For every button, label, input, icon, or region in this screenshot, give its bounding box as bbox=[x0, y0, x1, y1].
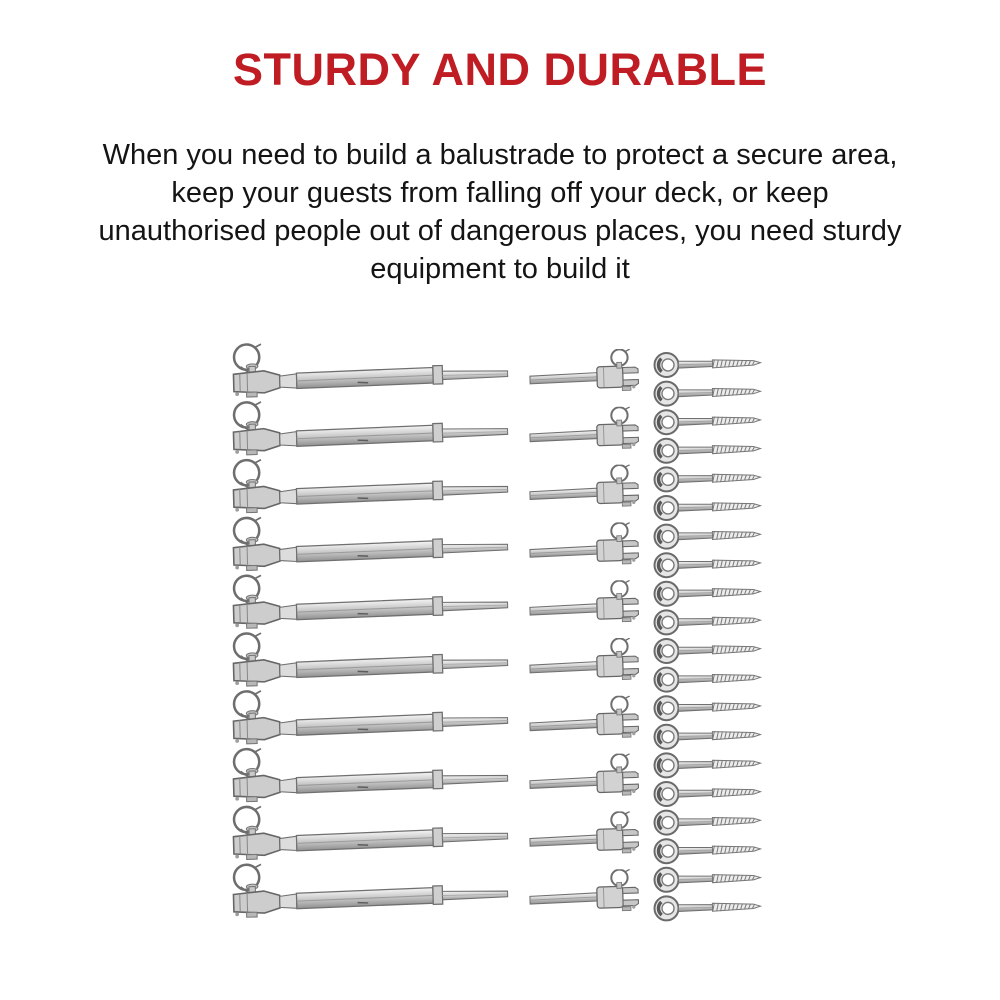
description-line: When you need to build a balustrade to protect a secure area, bbox=[102, 139, 898, 171]
eye-screw-image bbox=[654, 723, 761, 750]
eye-screw-image bbox=[654, 522, 761, 549]
eye-screw-image bbox=[654, 694, 761, 721]
eye-screw-image bbox=[654, 408, 761, 435]
jaw-terminal-image bbox=[529, 580, 639, 625]
jaw-terminal-image bbox=[529, 753, 639, 798]
jaw-terminal-image bbox=[529, 464, 639, 509]
description-line: unauthorised people out of dangerous places, you need sturdy bbox=[98, 215, 902, 247]
eye-screw-image bbox=[654, 379, 761, 406]
turnbuckle-image bbox=[233, 568, 508, 628]
description-line: equipment to build it bbox=[370, 253, 630, 285]
jaw-terminal-image bbox=[529, 638, 639, 683]
eye-screw-image bbox=[654, 580, 761, 607]
jaw-terminal-image bbox=[529, 349, 639, 394]
eye-screw-image bbox=[654, 351, 761, 378]
eye-screw-image bbox=[654, 780, 761, 807]
eye-screw-image bbox=[654, 866, 761, 893]
turnbuckle-image bbox=[233, 857, 508, 917]
eye-screw-image bbox=[654, 751, 761, 778]
hardware-canvas bbox=[0, 330, 1000, 970]
turnbuckle-image bbox=[233, 800, 508, 860]
jaw-terminal-image bbox=[529, 407, 639, 452]
eye-screw-image bbox=[654, 894, 761, 921]
eye-screw-image bbox=[654, 494, 761, 521]
turnbuckle-image bbox=[233, 626, 508, 686]
jaw-terminal-image bbox=[529, 811, 639, 856]
turnbuckle-image bbox=[233, 395, 508, 455]
turnbuckle-image bbox=[233, 337, 508, 397]
eye-screw-image bbox=[654, 437, 761, 464]
eye-screw-image bbox=[654, 465, 761, 492]
jaw-terminal-image bbox=[529, 696, 639, 741]
description bbox=[0, 136, 1000, 288]
description-line: keep your guests from falling off your deck, or keep bbox=[171, 177, 829, 209]
eye-screw-image bbox=[654, 608, 761, 635]
turnbuckle-image bbox=[233, 511, 508, 571]
turnbuckle-image bbox=[233, 742, 508, 802]
eye-screw-image bbox=[654, 837, 761, 864]
eye-screw-image bbox=[654, 637, 761, 664]
jaw-terminal-image bbox=[529, 522, 639, 567]
eye-screw-image bbox=[654, 551, 761, 578]
eye-screw-image bbox=[654, 665, 761, 692]
jaw-terminal-image bbox=[529, 869, 639, 914]
turnbuckle-image bbox=[233, 453, 508, 513]
section-title: STURDY AND DURABLE bbox=[232, 44, 767, 95]
turnbuckle-image bbox=[233, 684, 508, 744]
eye-screw-image bbox=[654, 808, 761, 835]
